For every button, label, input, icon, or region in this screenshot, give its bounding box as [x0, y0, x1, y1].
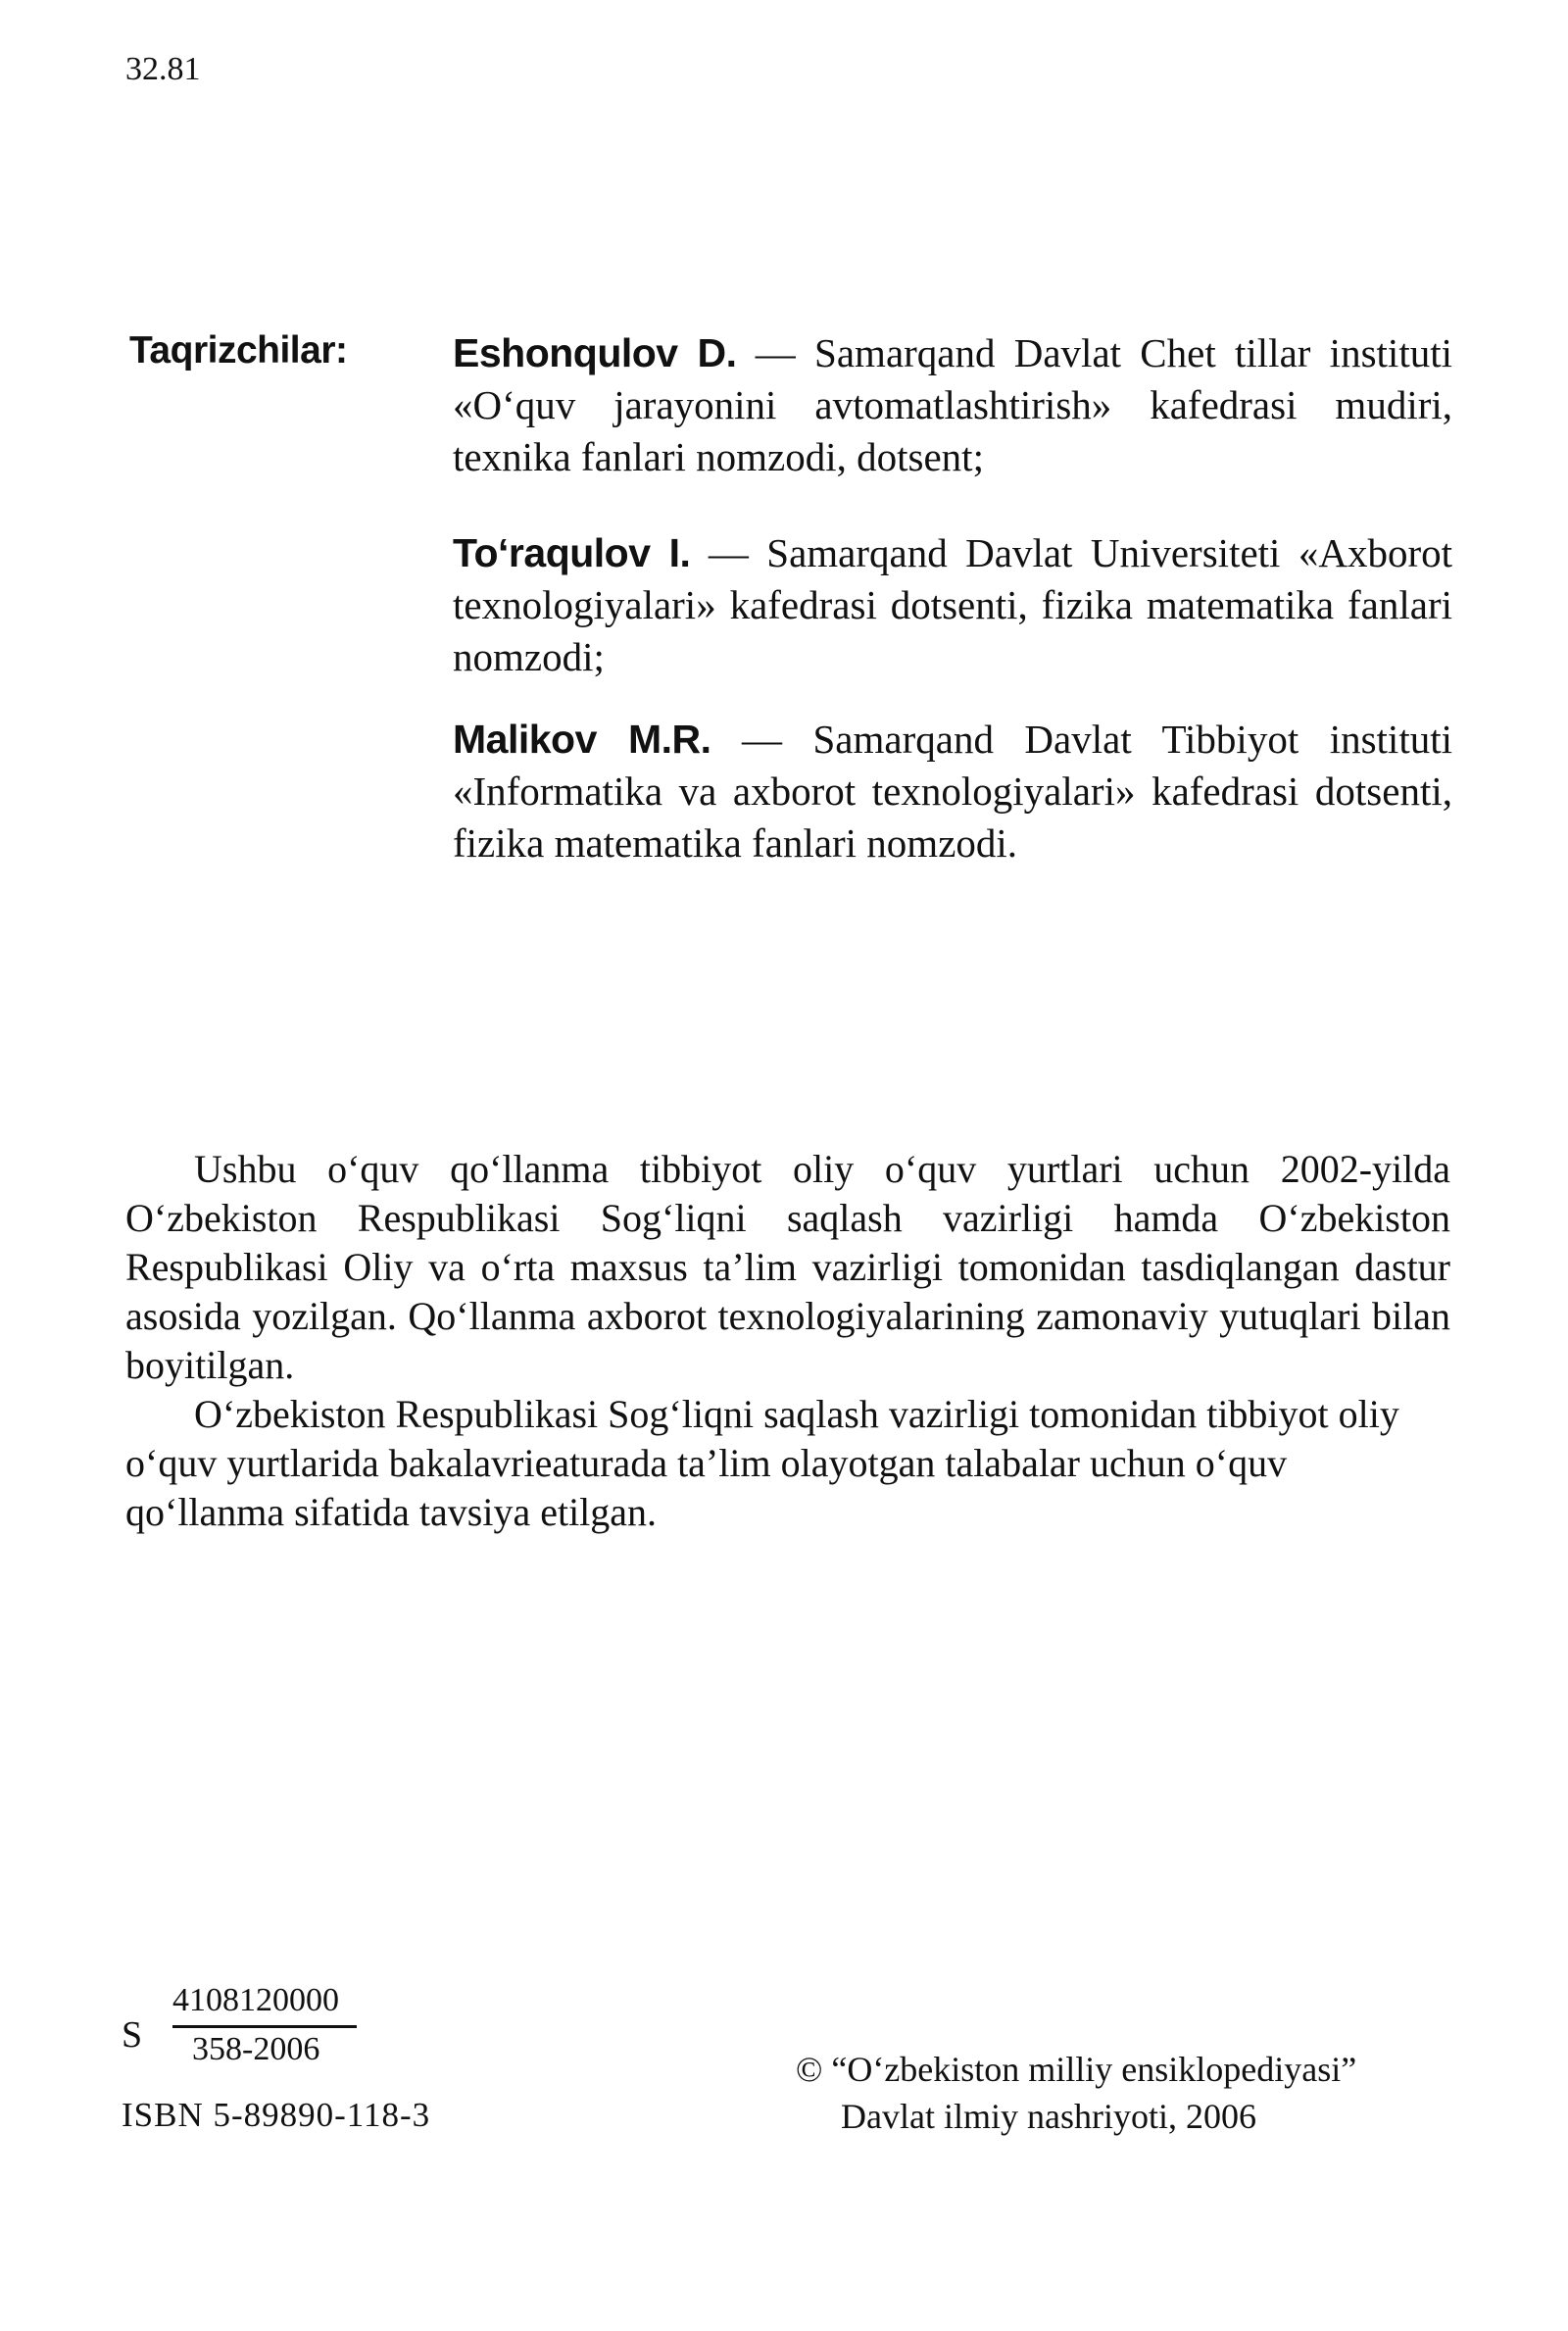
reviewer-description: — Samarqand Davlat Universiteti «Axborot texnologiyalari» kafedrasi dotsenti, fizika matematika fanlari nomzodi; — [453, 530, 1453, 679]
classification-numerator: 4108120000 — [172, 1982, 339, 2018]
reviewer-entry — [453, 527, 1452, 683]
annotation-text — [125, 1145, 1450, 1537]
reviewer-name: Eshonqulov D. — [453, 330, 737, 375]
isbn: ISBN 5-89890-118-3 — [122, 2096, 431, 2134]
annotation-paragraph: O‘zbekiston Respublikasi Sog‘liqni saqlash vazirligi tomonidan tibbiyot oliy o‘quv yurtlarida bakalavrieaturada ta’lim olayotgan talabalar uchun o‘quv qo‘llanma sifatida tavsiya etilgan. — [125, 1392, 1399, 1534]
classification-letter: S — [122, 2014, 143, 2056]
classification-code — [122, 1978, 376, 2086]
reviewer-name: Malikov M.R. — [453, 717, 711, 762]
classification-denominator: 358-2006 — [192, 2031, 320, 2067]
reviewer-description: — Samarqand Davlat Tibbiyot instituti «Informatika va axborot texnologiyalari» kafedrasi dotsenti, fizika matematika fanlari nomzodi. — [453, 717, 1452, 866]
reviewer-entry — [453, 714, 1452, 869]
reviewer-description: — Samarqand Davlat Chet tillar instituti «O‘quv jarayonini avtomatlashtirish» kafedrasi mudiri, texnika fanlari nomzodi, dotsent; — [453, 330, 1452, 479]
reviewer-name: To‘raqulov I. — [453, 530, 691, 575]
reviewers-label: Taqrizchilar: — [129, 329, 348, 372]
udc-code: 32.81 — [125, 51, 201, 87]
fraction-line — [172, 2025, 357, 2028]
reviewer-entry — [453, 327, 1452, 483]
annotation-paragraph: Ushbu o‘quv qo‘llanma tibbiyot oliy o‘quv yurtlari uchun 2002-yilda O‘zbekiston Respublikasi Sog‘liqni saqlash vazirligi hamda O‘zbekiston Respublikasi Oliy va o‘rta maxsus ta’lim vazirligi tomonidan tasdiqlangan dastur asosida yozilgan. Qo‘llanma axborot texnologiyalarining zamonaviy yutuqlari bilan boyitilgan. — [125, 1147, 1450, 1387]
publisher-name-year: Davlat ilmiy nashriyoti, 2006 — [841, 2097, 1256, 2136]
publisher-copyright: © “O‘zbekiston milliy ensiklopediyasi” — [796, 2050, 1357, 2089]
